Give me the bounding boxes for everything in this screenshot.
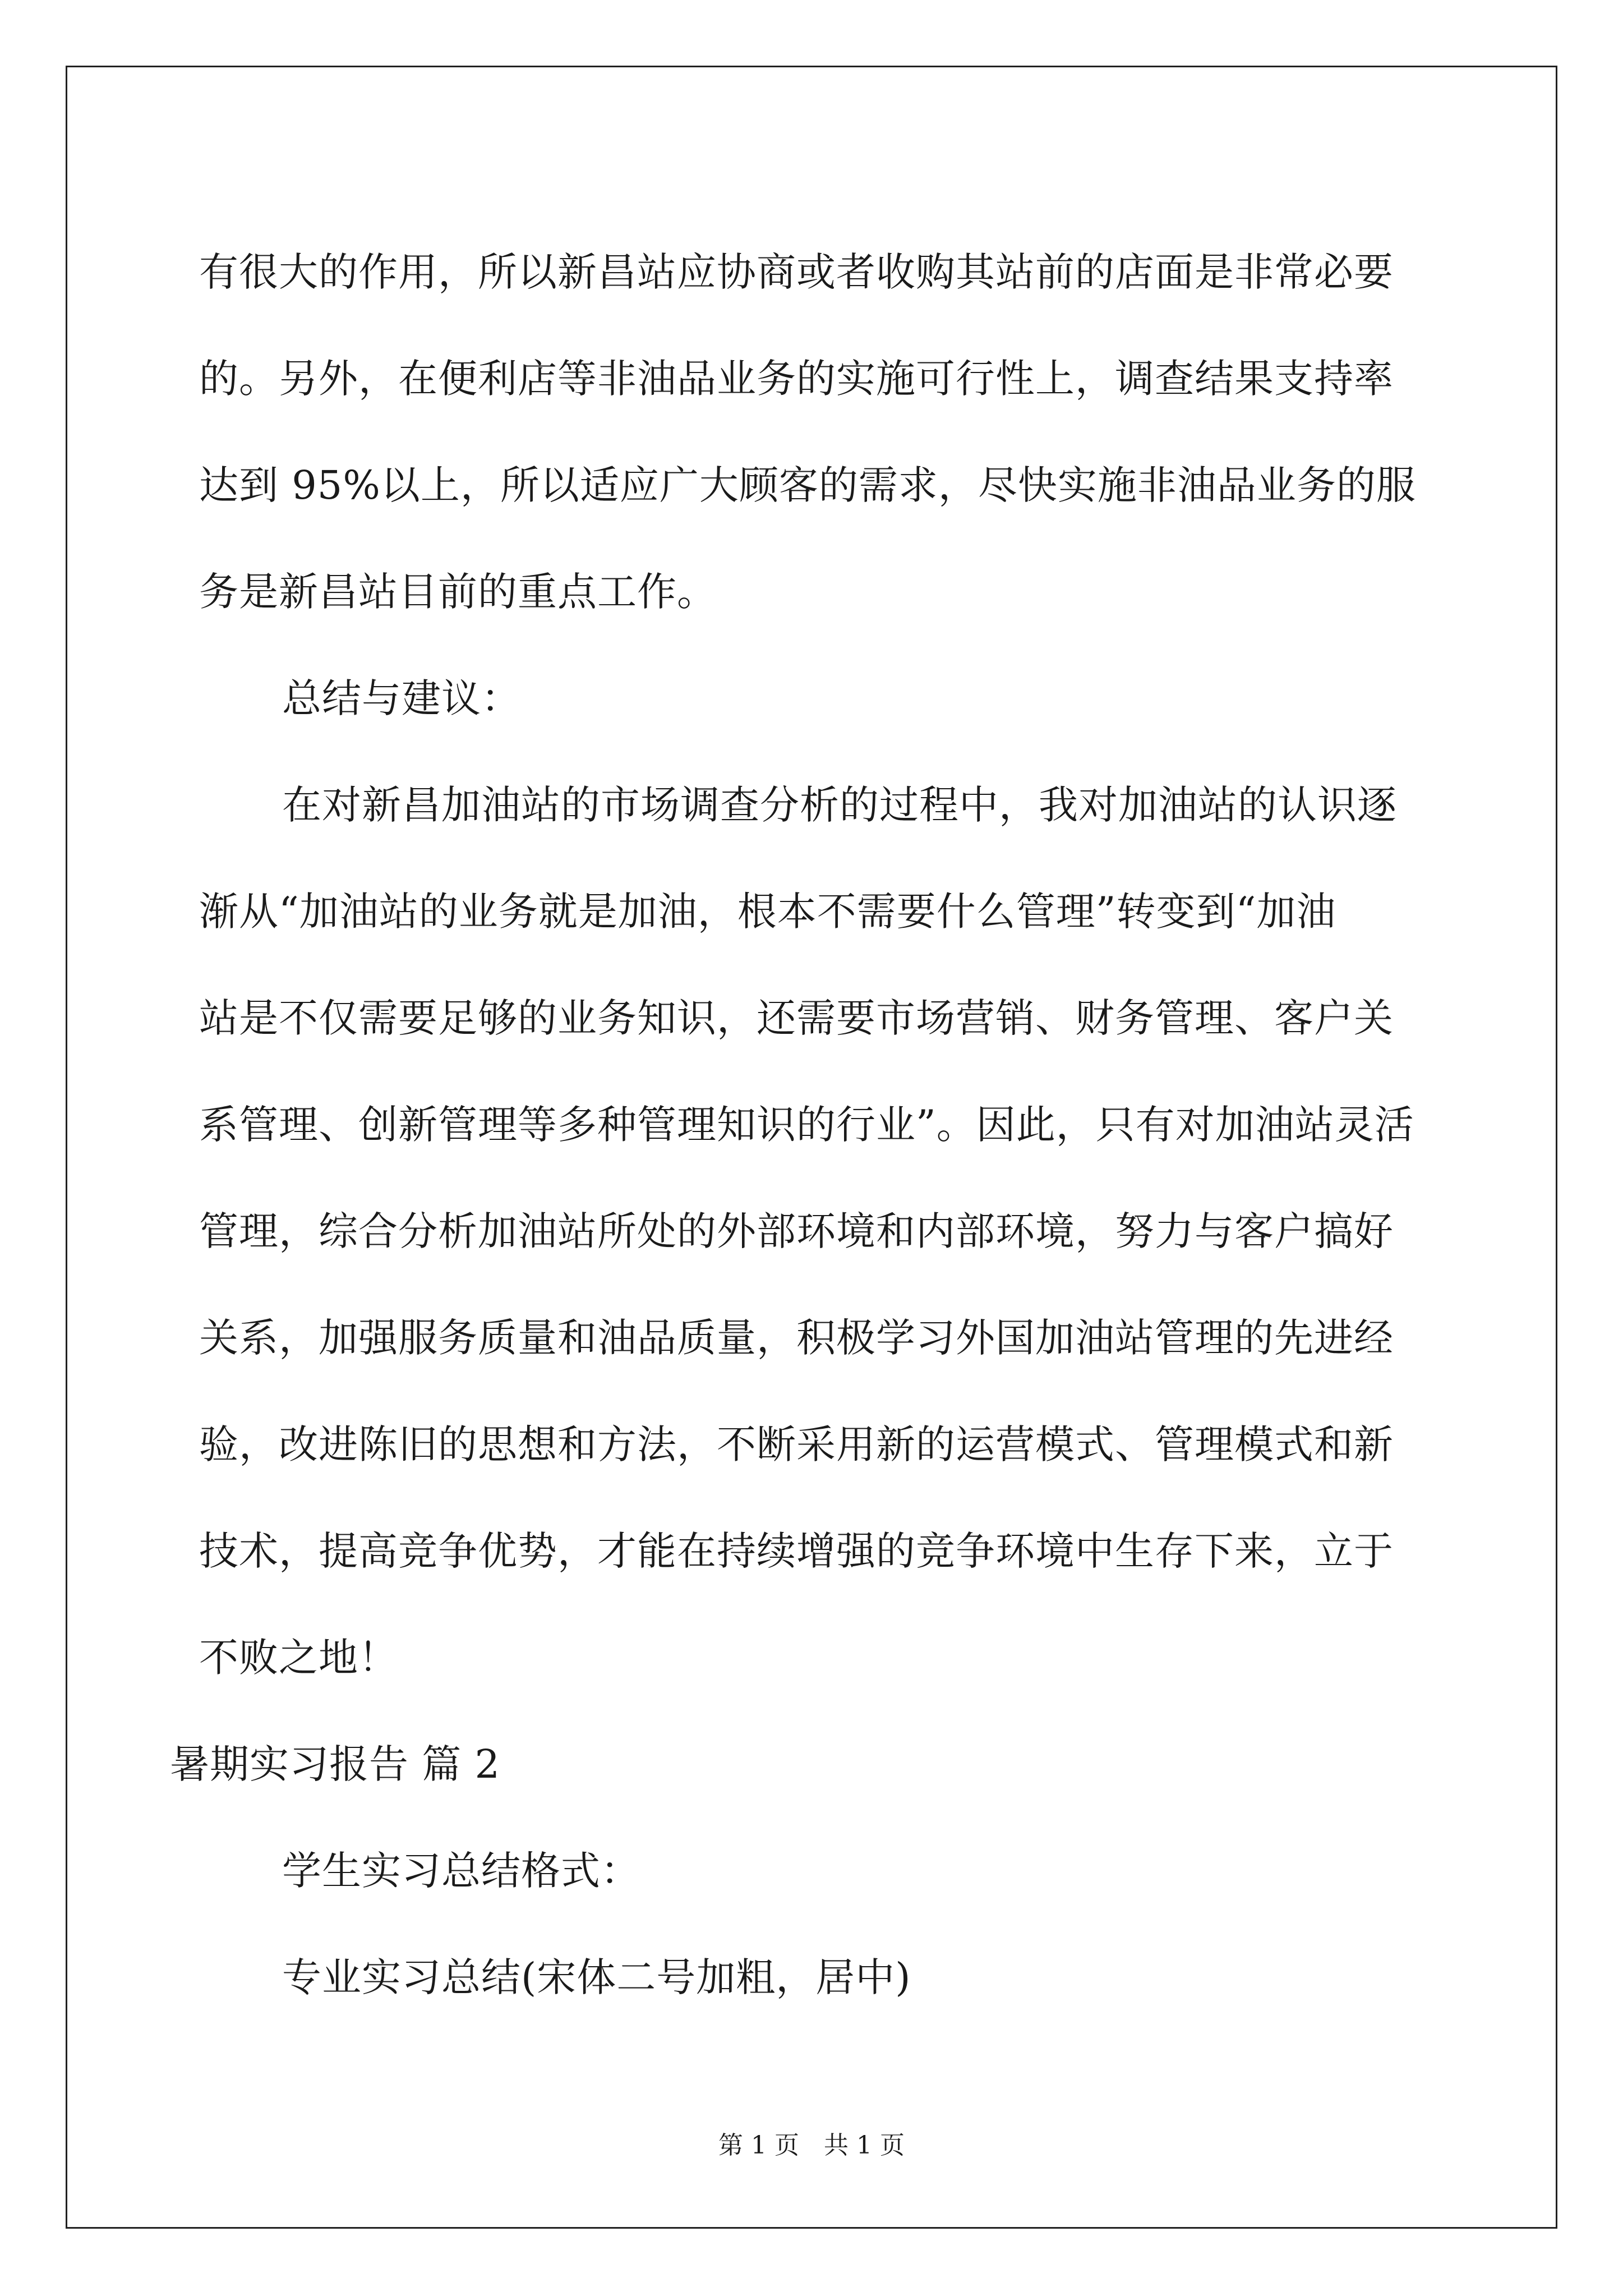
section-heading: 暑期实习报告 篇 2	[170, 1741, 501, 1787]
body-line: 站是不仅需要足够的业务知识，还需要市场营销、财务管理、客户关	[199, 995, 1394, 1041]
body-line: 在对新昌加油站的市场调查分析的过程中，我对加油站的认识逐	[282, 782, 1397, 828]
body-line: 管理，综合分析加油站所处的外部环境和内部环境，努力与客户搞好	[199, 1208, 1394, 1254]
body-line: 关系，加强服务质量和油品质量，积极学习外国加油站管理的先进经	[199, 1315, 1394, 1361]
body-line: 系管理、创新管理等多种管理知识的行业”。因此，只有对加油站灵活	[199, 1102, 1414, 1148]
body-line: 有很大的作用，所以新昌站应协商或者收购其站前的店面是非常必要	[199, 249, 1394, 295]
body-line: 不败之地！	[199, 1635, 398, 1681]
section-subheading: 总结与建议：	[282, 675, 521, 721]
body-line: 的。另外，在便利店等非油品业务的实施可行性上，调查结果支持率	[199, 356, 1394, 402]
body-line: 达到 95%以上，所以适应广大顾客的需求，尽快实施非油品业务的服	[199, 462, 1416, 508]
body-line: 学生实习总结格式：	[282, 1848, 640, 1894]
body-line: 专业实习总结(宋体二号加粗，居中)	[282, 1954, 911, 2000]
body-line: 务是新昌站目前的重点工作。	[199, 569, 717, 615]
body-line: 技术，提高竞争优势，才能在持续增强的竞争环境中生存下来，立于	[199, 1528, 1394, 1574]
page-footer: 第 1 页 共 1 页	[718, 2131, 905, 2160]
body-line: 验，改进陈旧的思想和方法，不断采用新的运营模式、管理模式和新	[199, 1421, 1394, 1467]
body-line: 渐从“加油站的业务就是加油，根本不需要什么管理”转变到“加油	[199, 889, 1336, 935]
document-body	[170, 219, 1427, 2031]
